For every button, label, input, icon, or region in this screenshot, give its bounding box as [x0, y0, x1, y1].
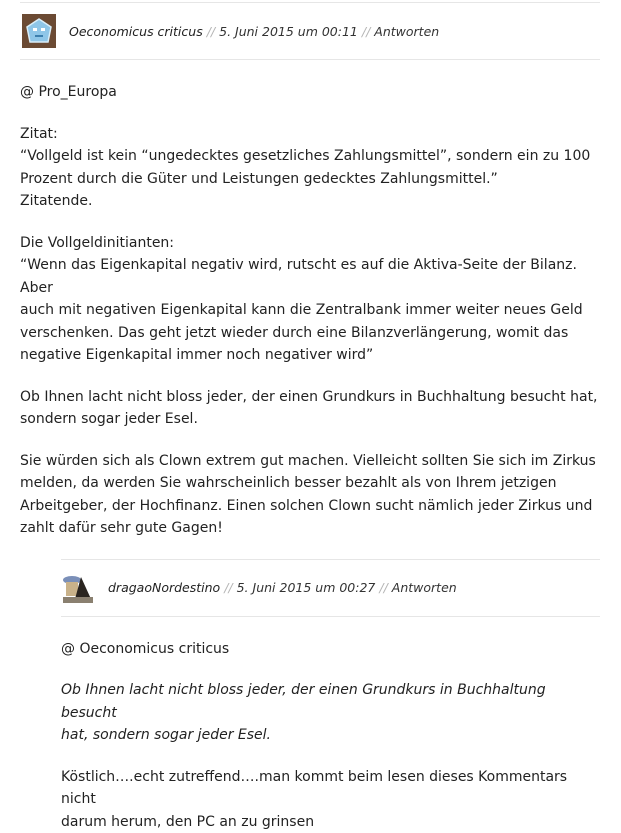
avatar[interactable]: [61, 571, 95, 605]
reply-link[interactable]: Antworten: [374, 24, 439, 39]
meta-separator: //: [379, 580, 387, 595]
comment-paragraph: @ Pro_Europa: [20, 81, 600, 104]
comment-date[interactable]: 5. Juni 2015 um 00:27: [237, 580, 376, 595]
comment-meta: [61, 559, 600, 617]
avatar[interactable]: [22, 14, 56, 48]
comment-paragraph: Zitat: “Vollgeld ist kein “ungedecktes gesetzliches Zahlungsmittel”, sondern ein zu 100 Prozent durch die Güter und Leistungen gedecktes Zahlungsmittel.” Zitatende.: [20, 123, 600, 213]
comment-mention: @ Oeconomicus criticus: [61, 638, 600, 661]
avatar-figure-icon: [61, 571, 95, 605]
meta-separator: //: [207, 24, 215, 39]
comment-meta-text: [69, 24, 439, 39]
comment-paragraph: Köstlich….echt zutreffend….man kommt beim lesen dieses Kommentars nicht darum herum, den PC an zu grinsen: [61, 766, 600, 833]
comment-oeconomicus: [20, 2, 600, 540]
comment-meta: [20, 2, 600, 60]
comment-dragaonordestino: [61, 559, 600, 833]
comment-paragraph: Die Vollgeldinitianten: “Wenn das Eigenkapital negativ wird, rutscht es auf die Aktiva-Seite der Bilanz. Aber auch mit negativen Eigenkapital kann die Zentralbank immer weiter neues Geld verschenken. Das geht jetzt wieder durch eine Bilanzverlängerung, womit das negative Eigenkapital immer noch negativer wird”: [20, 232, 600, 367]
comment-body: [61, 617, 600, 833]
meta-separator: //: [362, 24, 370, 39]
comment-paragraph: Sie würden sich als Clown extrem gut machen. Vielleicht sollten Sie sich im Zirkus melden, da werden Sie wahrscheinlich besser bezahlt als von Ihrem jetzigen Arbeitgeber, der Hochfinanz. Einen solchen Clown sucht nämlich jeder Zirkus und zahlt dafür sehr gute Gagen!: [20, 450, 600, 540]
avatar-robot-icon: [24, 16, 54, 46]
comment-paragraph: Ob Ihnen lacht nicht bloss jeder, der einen Grundkurs in Buchhaltung besucht hat, sondern sogar jeder Esel.: [20, 386, 600, 431]
comment-author[interactable]: dragaoNordestino: [108, 580, 220, 595]
comment-meta-text: [108, 580, 457, 595]
comment-quote: Ob Ihnen lacht nicht bloss jeder, der einen Grundkurs in Buchhaltung besucht hat, sondern sogar jeder Esel.: [61, 679, 600, 747]
comment-date[interactable]: 5. Juni 2015 um 00:11: [219, 24, 358, 39]
comment-body: [20, 60, 600, 540]
meta-separator: //: [224, 580, 232, 595]
reply-link[interactable]: Antworten: [392, 580, 457, 595]
comment-author[interactable]: Oeconomicus criticus: [69, 24, 203, 39]
